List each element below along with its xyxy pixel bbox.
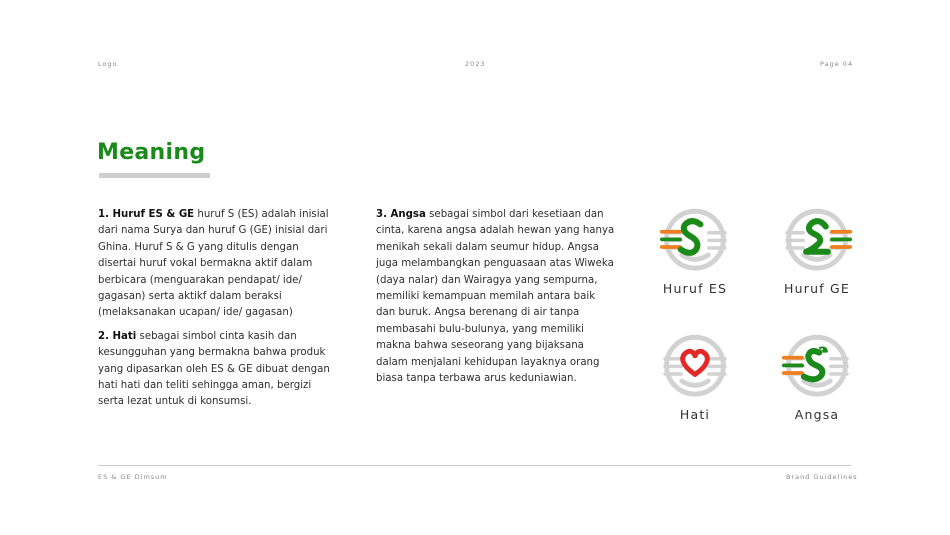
header-logo-label: Logo	[98, 60, 118, 68]
logo-hati-icon	[660, 326, 730, 401]
header-page-number: Page 04	[820, 60, 854, 68]
meaning-column-2	[376, 207, 616, 394]
meaning-paragraph-es-ge	[98, 207, 330, 322]
logo-card-hati	[650, 326, 740, 422]
paragraph-text: sebagai simbol cinta kasih dan kesungguhan yang bermakna bahwa produk yang dipasarkan oleh ES & GE dibuat dengan hati hati dan teliti sehingga aman, bergizi serta lezat untuk di konsumsi.	[98, 330, 330, 408]
footer-divider	[98, 465, 851, 466]
logo-card-huruf-es	[650, 200, 740, 296]
paragraph-text: huruf S (ES) adalah inisial dari nama Surya dan huruf G (GE) inisial dari Ghina. Huruf S & G yang ditulis dengan disertai huruf vokal bermakna aktif dalam berbicara (menguarakan pendapat/ ide/ gagasan) serta aktikf dalam beraksi (melaksanakan ucapan/ ide/ gagasan)	[98, 209, 329, 319]
logo-label: Huruf GE	[784, 281, 850, 296]
paragraph-lead: 1. Huruf ES & GE	[98, 209, 195, 220]
footer-document-title: Brand Guidelines	[786, 473, 858, 481]
logo-label: Angsa	[794, 407, 840, 422]
footer-brand-name: ES & GE Dimsum	[98, 473, 168, 481]
logo-card-angsa	[772, 326, 862, 422]
paragraph-lead: 2. Hati	[98, 330, 137, 342]
page-title: Meaning	[97, 140, 206, 165]
meaning-paragraph-angsa	[376, 207, 616, 387]
title-underline	[99, 173, 210, 178]
meaning-column-1	[98, 207, 330, 418]
logo-angsa-icon	[782, 326, 852, 401]
logo-huruf-ge-icon	[782, 200, 852, 275]
logo-huruf-es-icon	[660, 200, 730, 275]
logo-label: Hati	[679, 407, 711, 422]
paragraph-lead: 3. Angsa	[376, 209, 426, 220]
paragraph-text: sebagai simbol dari kesetiaan dan cinta, karena angsa adalah hewan yang hanya menikah sekali dalam seumur hidup. Angsa juga melambangkan penguasaan atas Wiweka (daya nalar) dan Wairagya yang sempurna, memiliki kemampuan memilah antara baik dan buruk. Angsa berenang di air tanpa membasahi bulu-bulunya, yang memiliki makna bahwa seseorang yang bijaksana dalam menjalani kehidupan layaknya orang biasa tanpa terbawa arus keduniawian.	[376, 209, 615, 385]
header-year: 2023	[465, 60, 486, 68]
logo-label: Huruf ES	[662, 281, 728, 296]
meaning-paragraph-hati	[98, 329, 330, 411]
logo-card-huruf-ge	[772, 200, 862, 296]
